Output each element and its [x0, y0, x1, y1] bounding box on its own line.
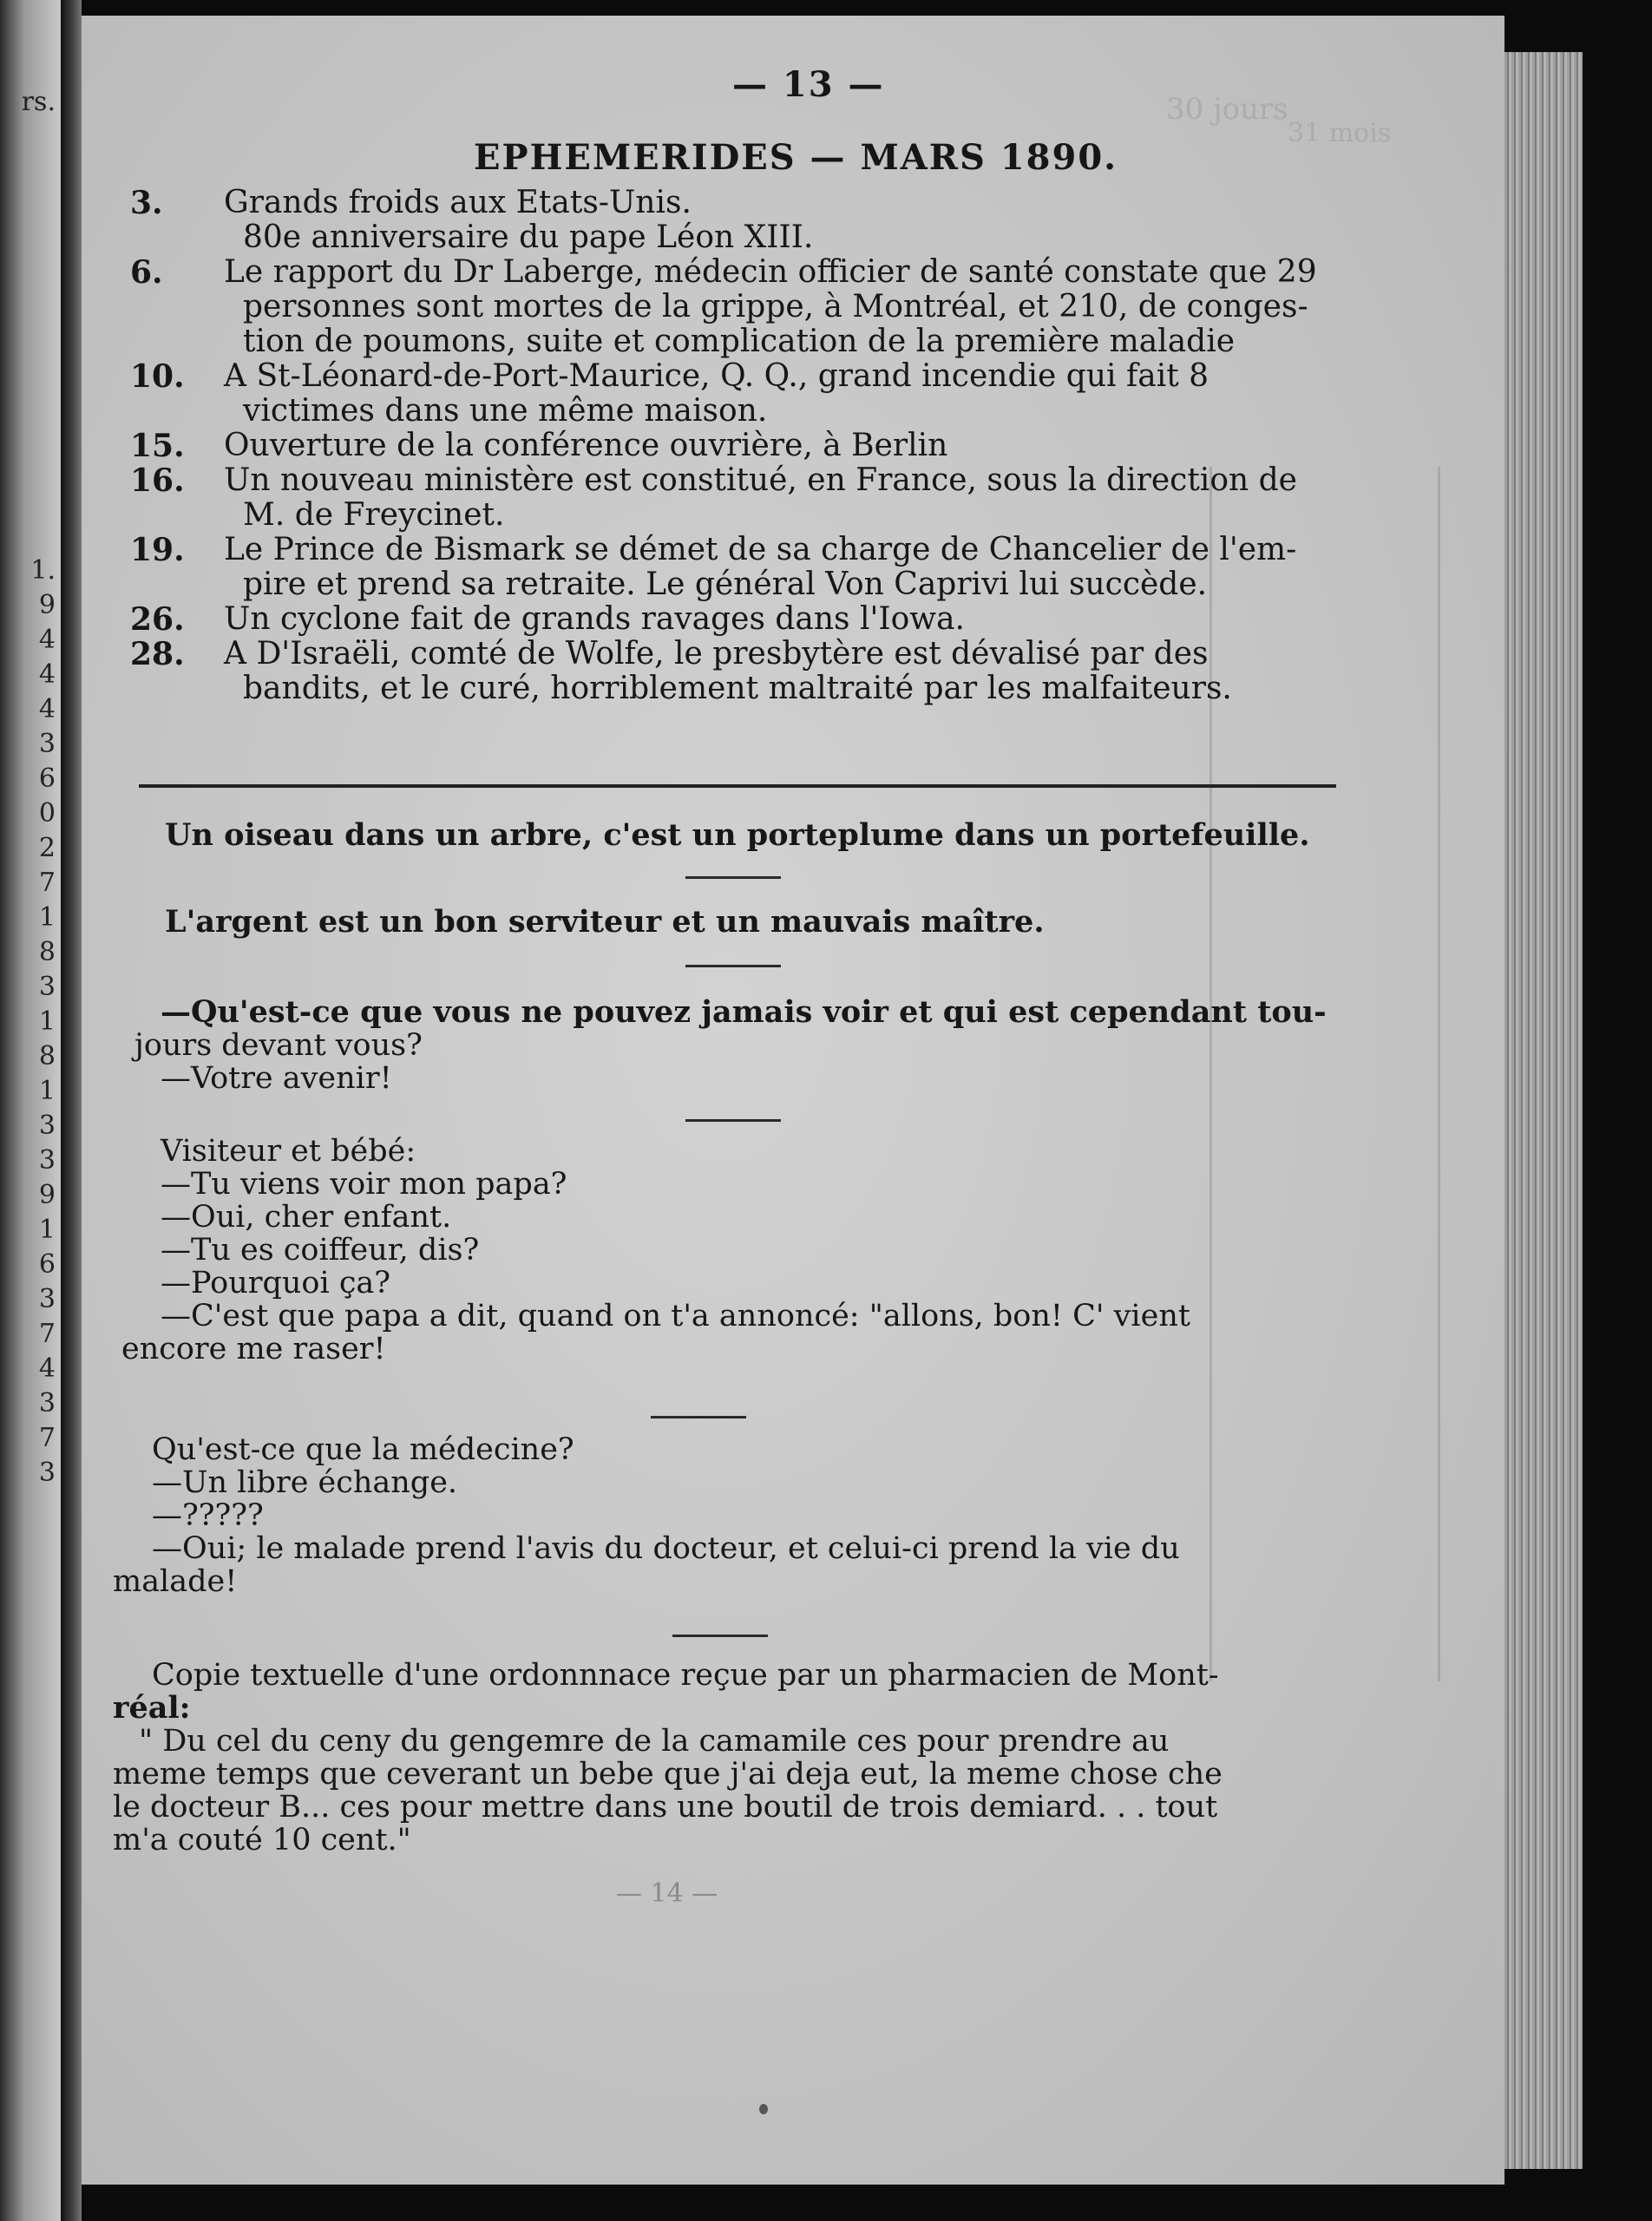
entry-line: Un nouveau ministère est constitué, en France, sous la direction de — [224, 462, 1297, 498]
facing-page-char: 7 — [38, 1319, 56, 1349]
anecdote-line: meme temps que ceverant un bebe que j'ai deja eut, la meme chose che — [113, 1757, 1223, 1792]
facing-page-char: 4 — [38, 694, 56, 724]
anecdote-line: " Du cel du ceny du gengemre de la camamile ces pour prendre au — [139, 1724, 1170, 1759]
separator-dash — [651, 1416, 746, 1418]
ephemerides-list — [130, 186, 1362, 706]
entry-line: pire et prend sa retraite. Le général Von Caprivi lui succède. — [243, 567, 1208, 602]
facing-page-char: 9 — [38, 1180, 56, 1210]
facing-page-char: 1. — [30, 555, 56, 586]
facing-page-char: 4 — [38, 659, 56, 690]
page-stack-edge — [1504, 52, 1583, 2169]
facing-page-char: 9 — [38, 590, 56, 620]
separator-dash — [685, 876, 781, 879]
facing-page-char: 1 — [38, 902, 56, 933]
anecdote-line: Copie textuelle d'une ordonnnace reçue par un pharmacien de Mont- — [152, 1658, 1219, 1693]
ephemeris-entry — [130, 602, 1362, 637]
facing-page-char: 6 — [38, 763, 56, 794]
anecdote-argent — [165, 906, 1045, 939]
separator-dash — [672, 1635, 768, 1637]
entry-day: 10. — [130, 358, 185, 395]
show-through-page-number: — 14 — — [616, 1878, 718, 1909]
anecdote-line: —Tu viens voir mon papa? — [161, 1167, 567, 1202]
ephemeris-entry — [130, 186, 1362, 255]
facing-page-char: 7 — [38, 868, 56, 898]
anecdote-line: L'argent est un bon serviteur et un mauvais maître. — [165, 904, 1045, 940]
facing-page-char: 3 — [38, 729, 56, 759]
anecdote-visiteur-bebe — [121, 1135, 1190, 1366]
anecdote-line: —Qu'est-ce que vous ne pouvez jamais voir et qui est cependant tou- — [161, 994, 1327, 1030]
facing-page-char: 2 — [38, 833, 56, 863]
ephemeris-entry — [130, 463, 1362, 533]
book-gutter — [61, 0, 82, 2221]
entry-line: A St-Léonard-de-Port-Maurice, Q. Q., grand incendie qui fait 8 — [224, 358, 1210, 394]
entry-day: 15. — [130, 428, 185, 464]
show-through-heading: 30 jours — [1166, 92, 1288, 127]
anecdote-line: —Pourquoi ça? — [161, 1266, 391, 1300]
anecdote-line: —Un libre échange. — [152, 1465, 458, 1500]
page-title: EPHEMERIDES — MARS 1890. — [474, 137, 1118, 178]
separator-dash — [685, 965, 781, 967]
anecdote-line: —Votre avenir! — [161, 1061, 392, 1096]
anecdote-line: Un oiseau dans un arbre, c'est un porteplume dans un portefeuille. — [165, 817, 1310, 853]
facing-page-char: 1 — [38, 1006, 56, 1037]
anecdote-line: —Oui, cher enfant. — [161, 1200, 452, 1235]
entry-line: Le rapport du Dr Laberge, médecin officier de santé constate que 29 — [224, 254, 1317, 290]
entry-line: victimes dans une même maison. — [243, 393, 768, 429]
separator-dash — [685, 1119, 781, 1122]
entry-day: 28. — [130, 636, 185, 672]
show-through-heading-right: 31 mois — [1288, 118, 1392, 148]
anecdote-line: réal: — [113, 1690, 191, 1726]
anecdote-line: —Oui; le malade prend l'avis du docteur, et celui-ci prend la vie du — [152, 1531, 1180, 1566]
anecdote-line: le docteur B... ces pour mettre dans une boutil de trois demiard. . . tout — [113, 1790, 1218, 1825]
anecdote-line: jours devant vous? — [134, 1028, 423, 1063]
facing-page-char: 1 — [38, 1076, 56, 1106]
facing-page-char: 6 — [38, 1249, 56, 1280]
entry-day: 16. — [130, 462, 185, 499]
ephemeris-entry — [130, 359, 1362, 429]
anecdote-line: —Tu es coiffeur, dis? — [161, 1233, 480, 1268]
entry-line: Le Prince de Bismark se démet de sa charge de Chancelier de l'em- — [224, 532, 1297, 567]
ephemeris-entry — [130, 255, 1362, 359]
entry-day: 26. — [130, 601, 185, 638]
entry-line: M. de Freycinet. — [243, 497, 505, 533]
facing-page-char: 3 — [38, 1284, 56, 1314]
facing-page-char: 0 — [38, 798, 56, 829]
page-number: — 13 — — [732, 64, 885, 105]
anecdote-line: malade! — [113, 1564, 238, 1599]
entry-line: Ouverture de la conférence ouvrière, à Berlin — [224, 428, 948, 463]
facing-page-char: rs. — [21, 87, 56, 117]
facing-page-char: 3 — [38, 1388, 56, 1418]
facing-page-char: 3 — [38, 1145, 56, 1176]
facing-page-char: 3 — [38, 1110, 56, 1141]
facing-page-char: 8 — [38, 1041, 56, 1071]
facing-page-edge — [0, 0, 61, 2221]
anecdote-line: Qu'est-ce que la médecine? — [152, 1432, 574, 1467]
section-divider — [139, 784, 1336, 788]
entry-line: 80e anniversaire du pape Léon XIII. — [243, 219, 814, 255]
anecdote-oiseau — [165, 819, 1310, 852]
entry-line: personnes sont mortes de la grippe, à Montréal, et 210, de conges- — [243, 289, 1308, 324]
ephemeris-entry — [130, 637, 1362, 706]
ephemeris-entry — [130, 429, 1362, 463]
background-shadow — [1583, 0, 1652, 2221]
entry-day: 6. — [130, 254, 163, 291]
entry-line: bandits, et le curé, horriblement maltraité par les malfaiteurs. — [243, 671, 1232, 706]
anecdote-avenir — [134, 996, 1327, 1095]
entry-line: Grands froids aux Etats-Unis. — [224, 185, 692, 220]
ink-speck — [759, 2104, 768, 2114]
entry-line: tion de poumons, suite et complication de la première maladie — [243, 324, 1236, 359]
anecdote-line: —????? — [152, 1498, 264, 1533]
entry-line: A D'Israëli, comté de Wolfe, le presbytère est dévalisé par des — [224, 636, 1209, 672]
anecdote-medecine — [113, 1433, 1180, 1598]
facing-page-char: 3 — [38, 1458, 56, 1488]
entry-line: Un cyclone fait de grands ravages dans l'Iowa. — [224, 601, 965, 637]
facing-page-char: 4 — [38, 625, 56, 655]
ephemeris-entry — [130, 533, 1362, 602]
anecdote-line: —C'est que papa a dit, quand on t'a annoncé: "allons, bon! C' vient — [161, 1299, 1190, 1333]
anecdote-line: encore me raser! — [121, 1332, 386, 1366]
facing-page-char: 8 — [38, 937, 56, 967]
facing-page-char: 7 — [38, 1423, 56, 1453]
anecdote-line: Visiteur et bébé: — [161, 1134, 416, 1169]
facing-page-char: 1 — [38, 1215, 56, 1245]
facing-page-char: 3 — [38, 972, 56, 1002]
entry-day: 19. — [130, 532, 185, 568]
anecdote-ordonnance — [113, 1659, 1223, 1857]
facing-page-char: 4 — [38, 1353, 56, 1384]
entry-day: 3. — [130, 185, 163, 221]
anecdote-line: m'a couté 10 cent." — [113, 1823, 411, 1857]
